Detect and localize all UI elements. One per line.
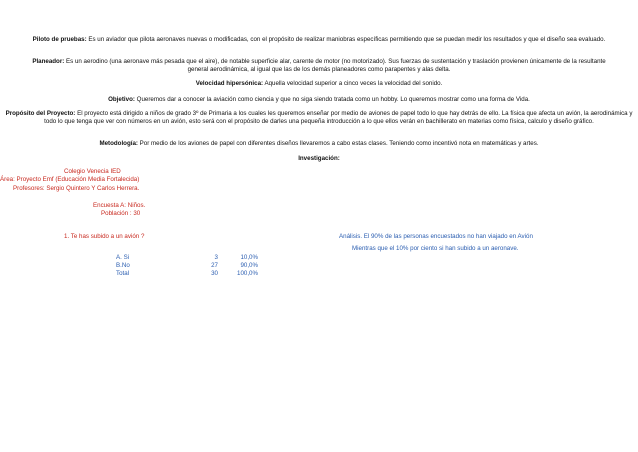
definition-term: Piloto de pruebas: [32,36,87,43]
row-label: Total [116,270,130,277]
definition-text: Queremos dar a conocer la aviación como ciencia y que no siga siendo tratada como un hobby. Lo queremos mostrar como una forma de Vida. [134,96,530,103]
definition-term: Velocidad hipersónica: [195,80,264,87]
colegio-name: Colegio Venecia IED [64,168,121,175]
definition-piloto [0,36,638,44]
definition-text: Es un aviador que pilota aeronaves nuevas o modificadas, con el propósito de realizar maniobras específicas permitiendo que se puedan medir los resultados y que el diseño sea evaluado. [86,36,606,43]
analysis-line-2: Mientras que el 10% por ciento si han subido a un aeronave. [352,245,519,252]
definition-planeador [0,58,638,75]
definition-text: Es un aerodino (una aeronave más pesada que el aire), de notable superficie alar, carente de motor (no motorizado). Sus fuerzas de sustentación y traslación provienen únicamente de la resultante general aerodinámica, al igual que las de los demás planeadores como parapentes y alas delta. [64,58,606,74]
row-count: 27 [211,262,218,269]
row-label: B.No [116,262,130,269]
definition-text: Por medio de los aviones de papel con diferentes diseños llevaremos a cabo estas clases. Teniendo como incentivó nota en matemáticas y artes. [137,140,539,147]
encuesta-label: Encuesta A: Niños. [93,202,146,209]
definition-metodologia [0,140,638,148]
row-count: 3 [214,254,218,261]
row-label: A. Si [116,254,130,261]
profesores-label: Profesores: Sergio Quintero Y Carlos Herrera. [13,185,140,192]
question-label: 1. Te has subido a un avión ? [64,233,145,240]
area-label: Área: Proyecto Emf (Educación Media Fortalecida) [0,176,140,183]
definition-objetivo [0,96,638,104]
definition-term: Metodología: [99,140,138,147]
analysis-line-1: Análisis. El 90% de las personas encuestados no han viajado en Avión [339,233,533,240]
definition-term: Objetivo: [108,96,135,103]
row-count: 30 [211,270,218,277]
definition-text: El proyecto está dirigido a niños de grado 3º de Primaria a los cuales les queremos enseñar por medio de aviones de papel todo lo que hay detrás de ello. La física que afecta un avión, la aerodinámica y todo lo que tenga que ver con números en un avión, esto será con el propósito de darles una pequeña introducción a lo que ellos verán en bachillerato en materias como física, calculo y diseño gráfico. [44,110,633,126]
investigacion-label: Investigación: [298,155,340,162]
definition-velocidad [0,80,638,88]
definition-proposito [0,110,638,127]
row-percent: 100,0% [237,270,258,277]
row-percent: 10,0% [240,254,258,261]
row-percent: 90,0% [240,262,258,269]
investigacion-heading [0,155,638,163]
definition-term: Planeador: [32,58,65,65]
poblacion-label: Población : 30 [101,210,141,217]
definition-term: Propósito del Proyecto: [5,110,76,117]
definition-text: Aquella velocidad superior a cinco veces la velocidad del sonido. [263,80,443,87]
